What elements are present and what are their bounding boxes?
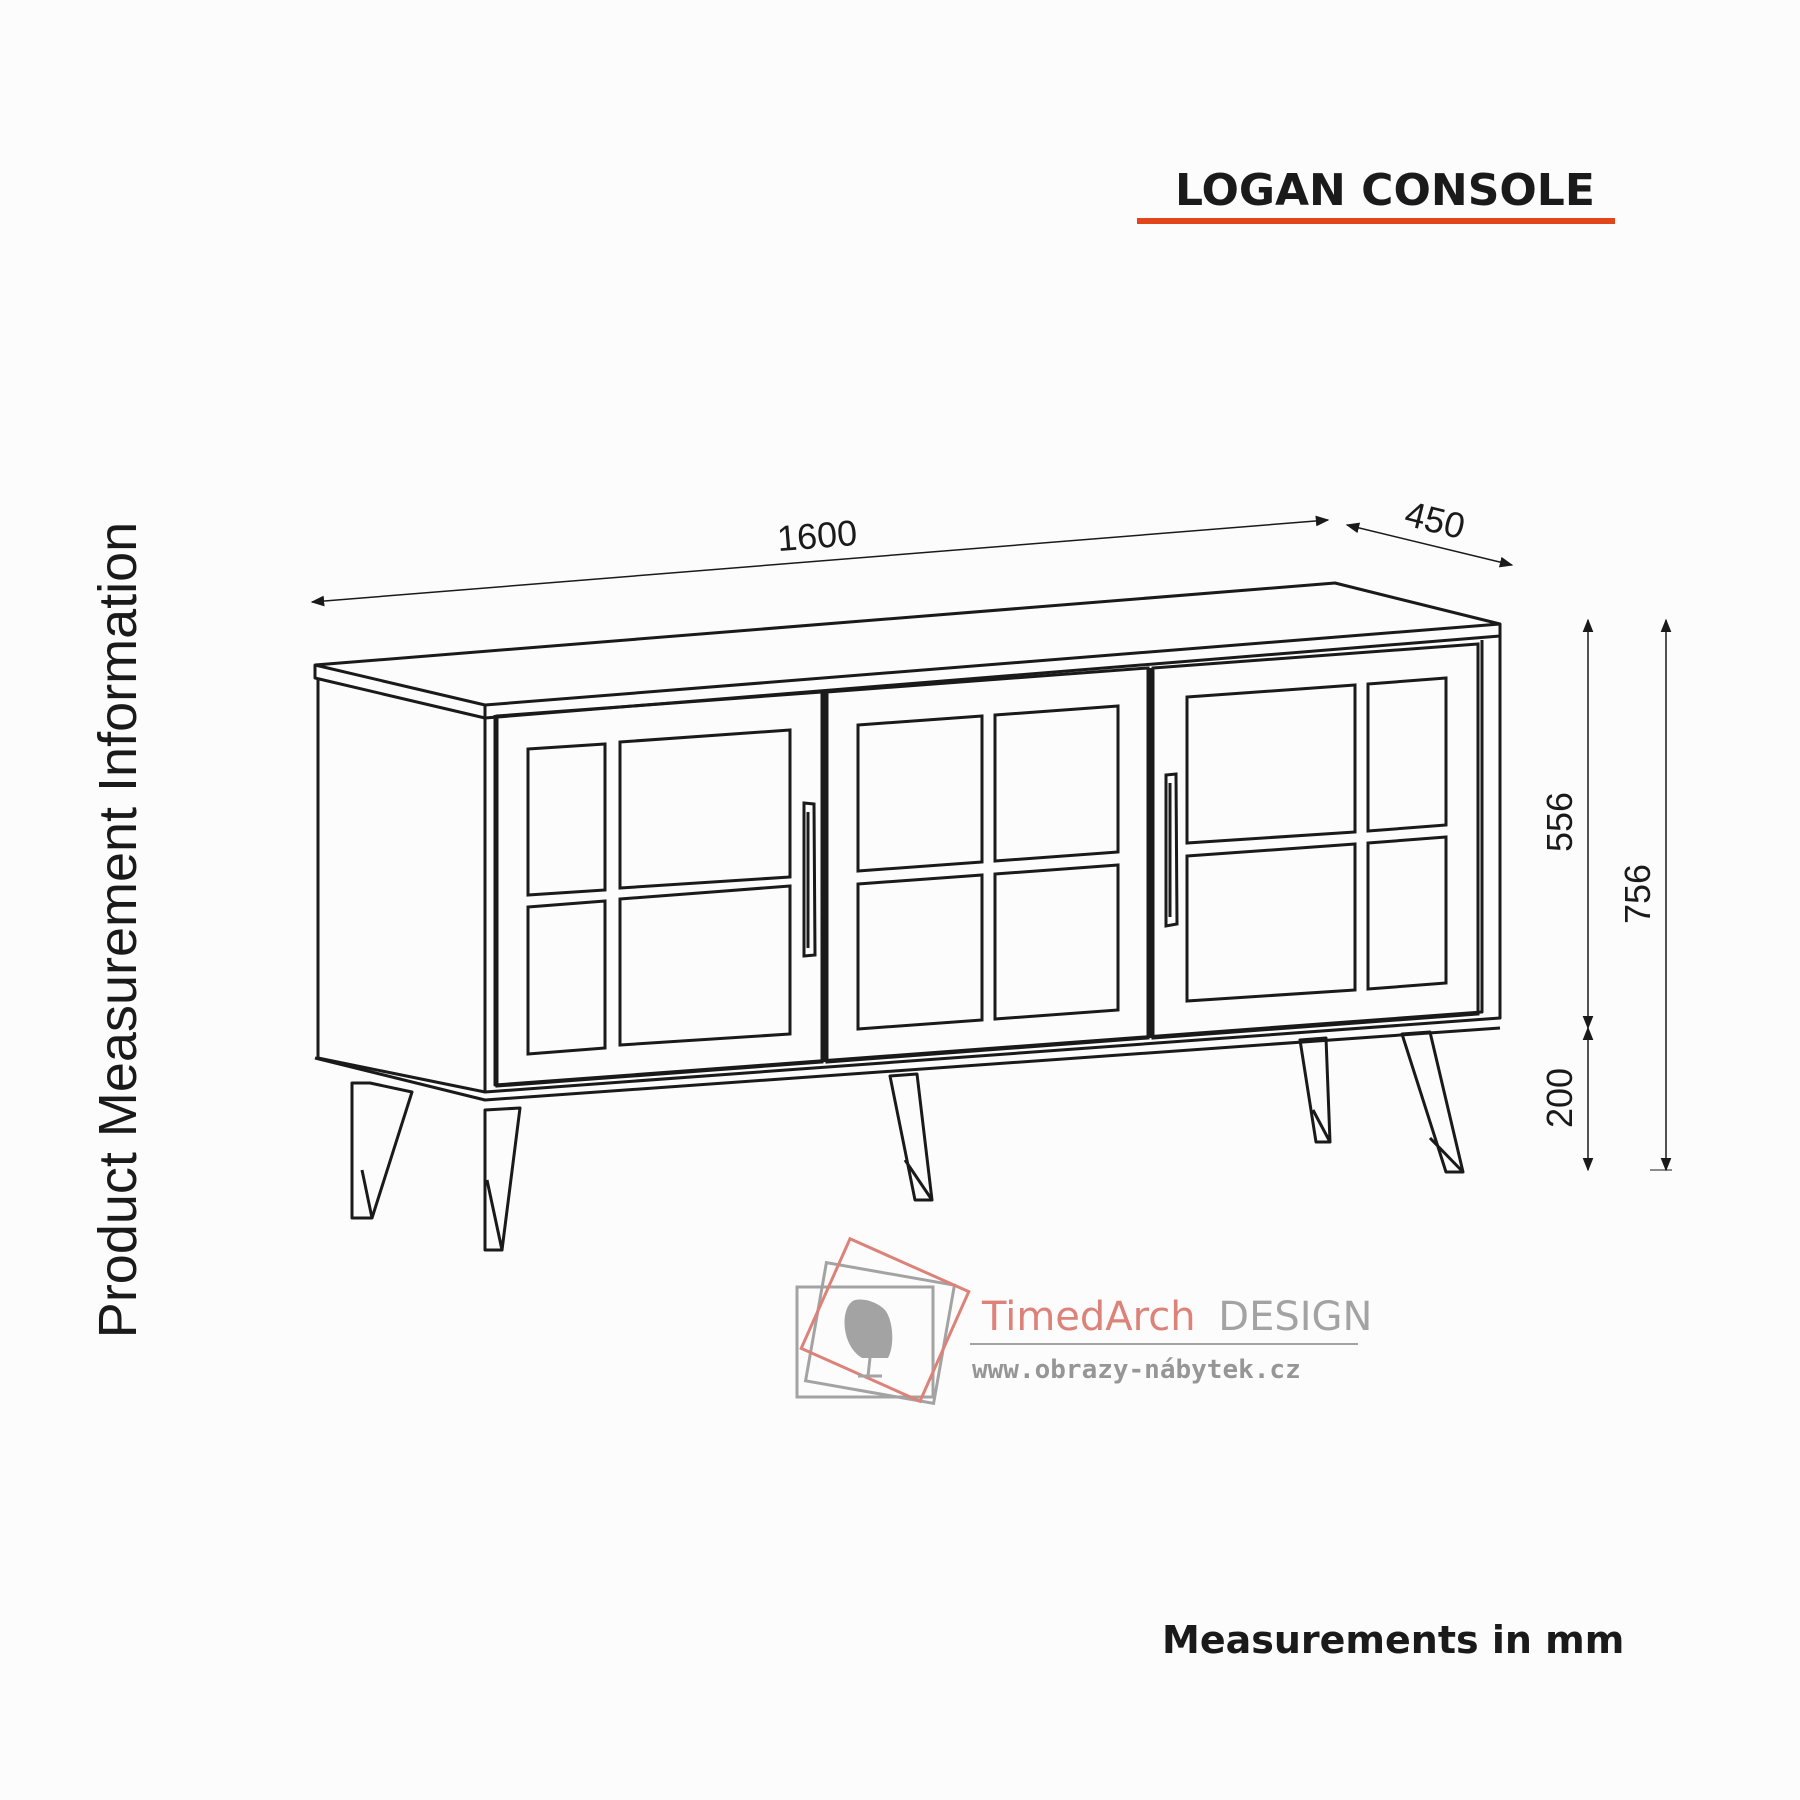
leg-front-mid-left (485, 1108, 520, 1250)
watermark-logo (797, 1239, 969, 1404)
legs (352, 1032, 1463, 1250)
width-label: 1600 (775, 511, 859, 560)
leg-height-label: 200 (1539, 1067, 1580, 1129)
cabinet (315, 583, 1500, 1100)
chair-icon (845, 1300, 893, 1358)
door-right (1153, 644, 1478, 1038)
side-caption: Product Measurement Information (88, 521, 148, 1339)
watermark (797, 1239, 1372, 1404)
leg-back-mid (1300, 1038, 1330, 1142)
measurement-unit-note: Measurements in mm (1162, 1618, 1625, 1662)
door-middle (827, 668, 1148, 1062)
page-title: LOGAN CONSOLE (1175, 165, 1595, 216)
leg-front-mid-right (890, 1074, 932, 1200)
total-height-label: 756 (1617, 863, 1658, 925)
handle-left (804, 803, 815, 956)
depth-label: 450 (1400, 492, 1470, 548)
watermark-url: www.obrazy-nábytek.cz (972, 1355, 1301, 1385)
door-left (497, 692, 822, 1086)
cabinet-top-front-edge (315, 665, 485, 718)
handle-right (1166, 774, 1177, 926)
cabinet-side-panel (318, 678, 485, 1092)
leg-front-left (352, 1083, 412, 1218)
body-height-label: 556 (1539, 791, 1580, 853)
leg-back-right (1402, 1032, 1463, 1172)
watermark-brand: TimedArch DESIGN (982, 1294, 1373, 1340)
